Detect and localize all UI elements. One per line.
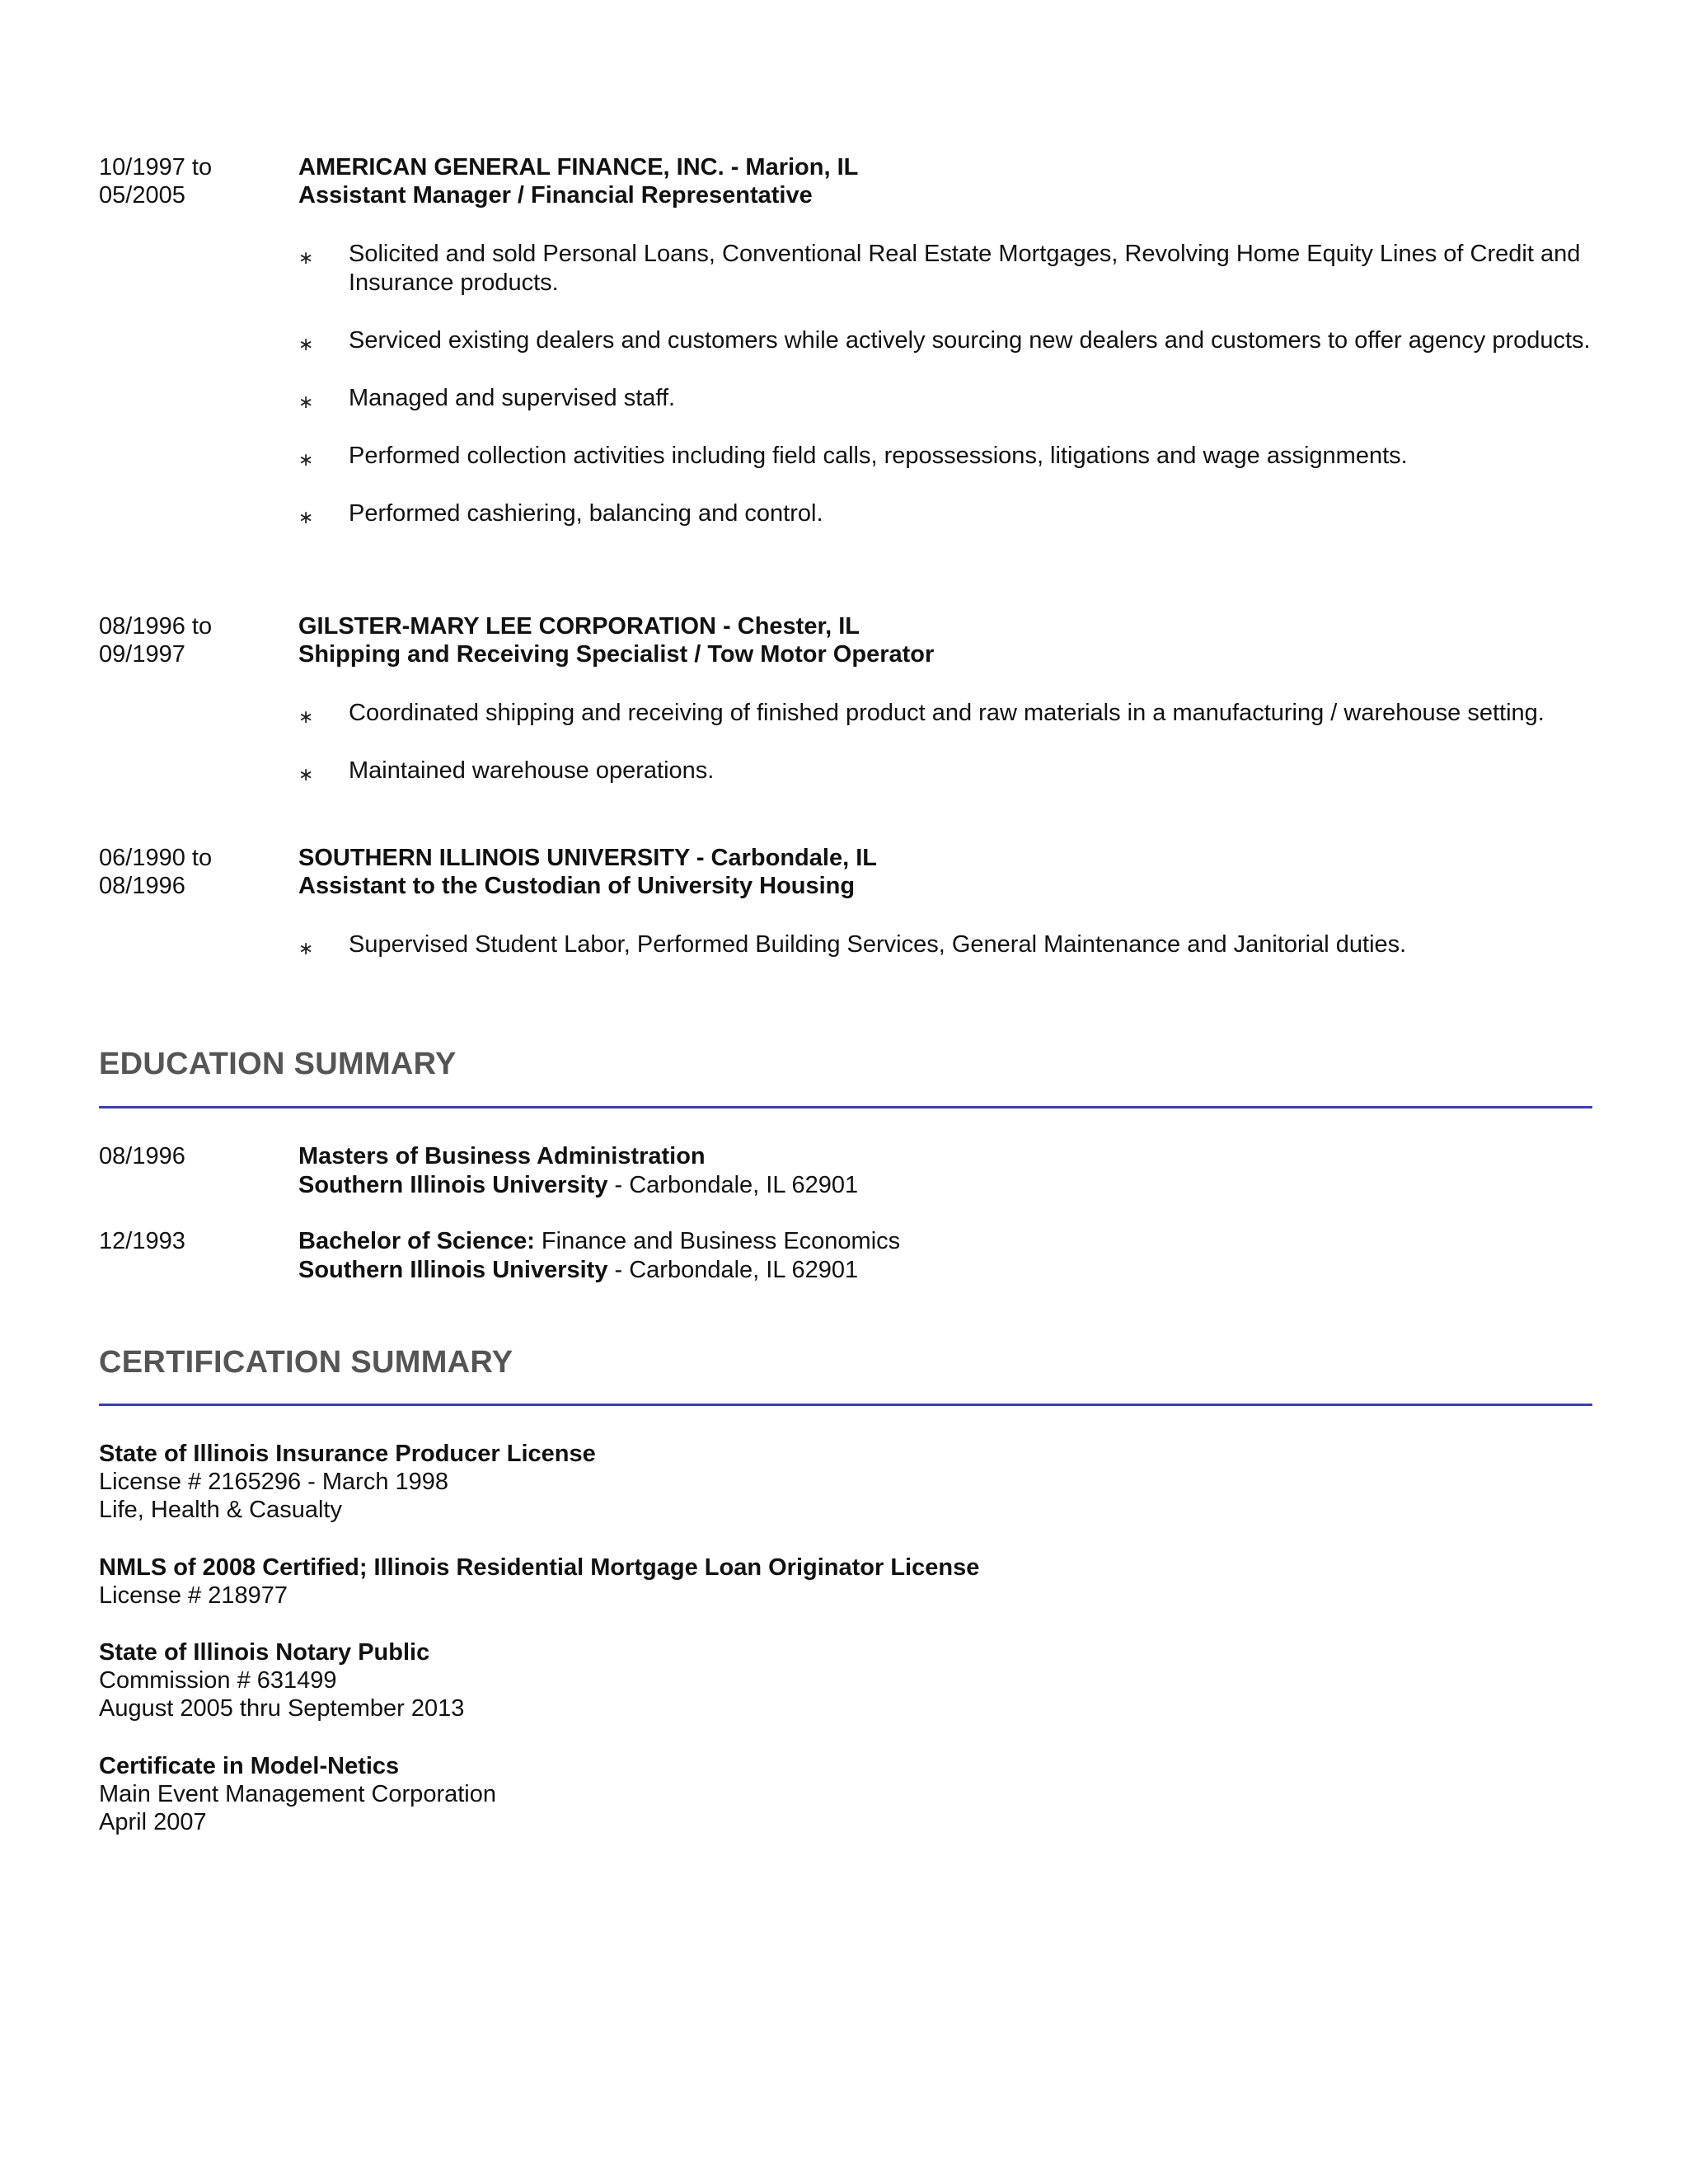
asterisk-bullet-icon: ∗ bbox=[298, 938, 314, 958]
list-item: ∗ Supervised Student Labor, Performed Building Services, General Maintenance and Janitorial duties. bbox=[298, 930, 1595, 959]
asterisk-bullet-icon: ∗ bbox=[298, 507, 314, 527]
date-from: 10/1997 to bbox=[99, 154, 213, 180]
school: Southern Illinois University bbox=[298, 1257, 608, 1283]
certification-entry bbox=[99, 1440, 1418, 1524]
certification-detail: Life, Health & Casualty bbox=[99, 1497, 342, 1523]
certification-entry bbox=[99, 1752, 1418, 1836]
certification-detail: Commission # 631499 bbox=[99, 1667, 337, 1694]
certification-entry bbox=[99, 1638, 1418, 1722]
degree: Bachelor of Science: bbox=[298, 1228, 535, 1254]
employer: SOUTHERN ILLINOIS UNIVERSITY - Carbondale, IL bbox=[298, 845, 877, 871]
certification-detail: April 2007 bbox=[99, 1809, 207, 1835]
list-item: ∗ Serviced existing dealers and customers while actively sourcing new dealers and customers to offer agency products. bbox=[298, 326, 1595, 355]
school-location: - Carbondale, IL 62901 bbox=[607, 1172, 859, 1198]
certification-detail: Main Event Management Corporation bbox=[99, 1781, 496, 1807]
experience-dates bbox=[99, 153, 288, 209]
list-item: ∗ Performed collection activities including field calls, repossessions, litigations and wage assignments. bbox=[298, 442, 1595, 471]
certification-entry bbox=[99, 1554, 1418, 1610]
certification-title: NMLS of 2008 Certified; Illinois Residential Mortgage Loan Originator License bbox=[99, 1554, 980, 1581]
education-date: 08/1996 bbox=[99, 1143, 185, 1169]
school: Southern Illinois University bbox=[298, 1172, 608, 1198]
list-item: ∗ Performed cashiering, balancing and control. bbox=[298, 499, 1595, 528]
list-item: ∗ Coordinated shipping and receiving of finished product and raw materials in a manufacturing / warehouse setting. bbox=[298, 699, 1595, 728]
degree: Masters of Business Administration bbox=[298, 1143, 706, 1169]
asterisk-bullet-icon: ∗ bbox=[298, 391, 314, 412]
duties-list bbox=[298, 699, 1595, 785]
job-title: Shipping and Receiving Specialist / Tow Motor Operator bbox=[298, 641, 935, 668]
date-to: 05/2005 bbox=[99, 182, 185, 209]
education-date: 12/1993 bbox=[99, 1228, 185, 1254]
duties-list bbox=[298, 240, 1595, 528]
certification-title: State of Illinois Notary Public bbox=[99, 1639, 430, 1666]
date-to: 09/1997 bbox=[99, 641, 185, 668]
date-to: 08/1996 bbox=[99, 873, 185, 899]
certification-detail: August 2005 thru September 2013 bbox=[99, 1695, 465, 1722]
experience-dates bbox=[99, 612, 288, 668]
asterisk-bullet-icon: ∗ bbox=[298, 764, 314, 785]
section-divider bbox=[99, 1106, 1592, 1108]
duties-list bbox=[298, 930, 1595, 959]
school-location: - Carbondale, IL 62901 bbox=[607, 1257, 859, 1283]
list-item: ∗ Maintained warehouse operations. bbox=[298, 757, 1595, 785]
date-from: 06/1990 to bbox=[99, 845, 213, 871]
certification-detail: License # 218977 bbox=[99, 1582, 288, 1609]
certification-heading: CERTIFICATION SUMMARY bbox=[99, 1345, 513, 1380]
asterisk-bullet-icon: ∗ bbox=[298, 449, 314, 470]
certification-title: Certificate in Model-Netics bbox=[99, 1753, 400, 1779]
experience-dates bbox=[99, 844, 288, 900]
employer: AMERICAN GENERAL FINANCE, INC. - Marion, IL bbox=[298, 154, 859, 180]
section-divider bbox=[99, 1404, 1592, 1406]
asterisk-bullet-icon: ∗ bbox=[298, 247, 314, 268]
asterisk-bullet-icon: ∗ bbox=[298, 334, 314, 354]
list-item: ∗ Managed and supervised staff. bbox=[298, 384, 1595, 413]
list-item: ∗ Solicited and sold Personal Loans, Conventional Real Estate Mortgages, Revolving Home Equity Lines of Credit and Insurance products. bbox=[298, 241, 1581, 296]
date-from: 08/1996 to bbox=[99, 613, 213, 640]
job-title: Assistant to the Custodian of University Housing bbox=[298, 873, 856, 899]
job-title: Assistant Manager / Financial Representative bbox=[298, 182, 813, 209]
education-heading: EDUCATION SUMMARY bbox=[99, 1047, 457, 1081]
certification-detail: License # 2165296 - March 1998 bbox=[99, 1469, 449, 1495]
degree-detail: Finance and Business Economics bbox=[534, 1228, 901, 1254]
asterisk-bullet-icon: ∗ bbox=[298, 706, 314, 727]
certification-title: State of Illinois Insurance Producer License bbox=[99, 1441, 596, 1467]
employer: GILSTER-MARY LEE CORPORATION - Chester, IL bbox=[298, 613, 860, 640]
